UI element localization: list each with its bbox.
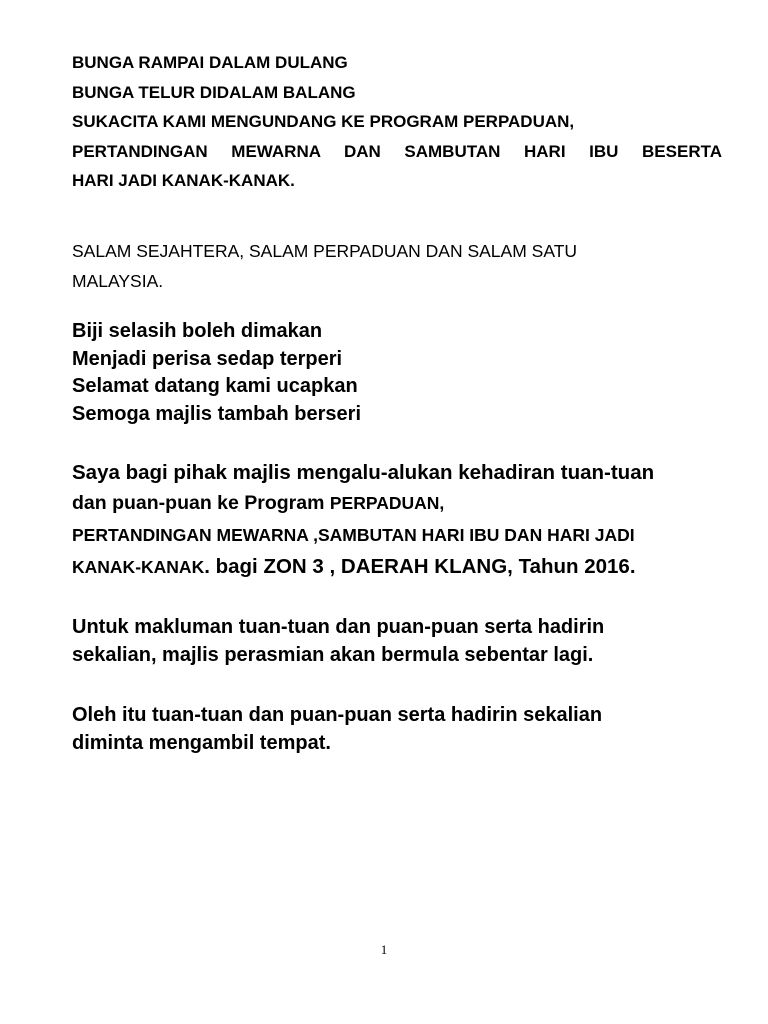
verse-line: Menjadi perisa sedap terperi xyxy=(72,347,343,370)
info-paragraph xyxy=(72,613,712,669)
closing-paragraph xyxy=(72,701,712,757)
welcome-program: PERPADUAN, xyxy=(329,493,445,513)
salutation-line: SALAM SEJAHTERA, SALAM PERPADUAN DAN SALAM SATU xyxy=(72,241,578,261)
salutation xyxy=(72,236,712,296)
salutation-line: MALAYSIA. xyxy=(72,271,164,291)
welcome-paragraph xyxy=(72,457,732,584)
verse-line: Biji selasih boleh dimakan xyxy=(72,320,323,342)
closing-line: Oleh itu tuan-tuan dan puan-puan serta hadirin sekalian xyxy=(72,704,603,726)
pantun-verse xyxy=(72,318,672,428)
header-line: PERTANDINGAN MEWARNA DAN SAMBUTAN HARI IBU BESERTA xyxy=(72,141,722,161)
welcome-line: Saya bagi pihak majlis mengalu-alukan kehadiran tuan-tuan xyxy=(72,461,655,484)
invitation-header xyxy=(72,48,722,196)
welcome-text: dan puan-puan ke Program xyxy=(72,492,330,514)
closing-line: diminta mengambil tempat. xyxy=(72,732,331,754)
welcome-line: PERTANDINGAN MEWARNA ,SAMBUTAN HARI IBU DAN HARI JADI xyxy=(72,525,635,545)
header-line: BUNGA RAMPAI DALAM DULANG xyxy=(72,53,348,72)
welcome-line xyxy=(72,488,732,520)
header-line: BUNGA TELUR DIDALAM BALANG xyxy=(72,82,356,102)
header-line: HARI JADI KANAK-KANAK. xyxy=(72,171,295,190)
info-line: Untuk makluman tuan-tuan dan puan-puan serta hadirin xyxy=(72,616,605,638)
verse-line: Semoga majlis tambah berseri xyxy=(72,402,362,425)
page-number: 1 xyxy=(380,942,388,957)
verse-line: Selamat datang kami ucapkan xyxy=(72,375,358,397)
welcome-zone: . bagi ZON 3 , DAERAH KLANG, Tahun 2016. xyxy=(204,555,636,578)
info-line: sekalian, majlis perasmian akan bermula sebentar lagi. xyxy=(72,644,594,666)
welcome-kanak: KANAK-KANAK xyxy=(72,557,205,577)
welcome-line xyxy=(72,551,732,584)
header-line: SUKACITA KAMI MENGUNDANG KE PROGRAM PERPADUAN, xyxy=(72,112,575,131)
